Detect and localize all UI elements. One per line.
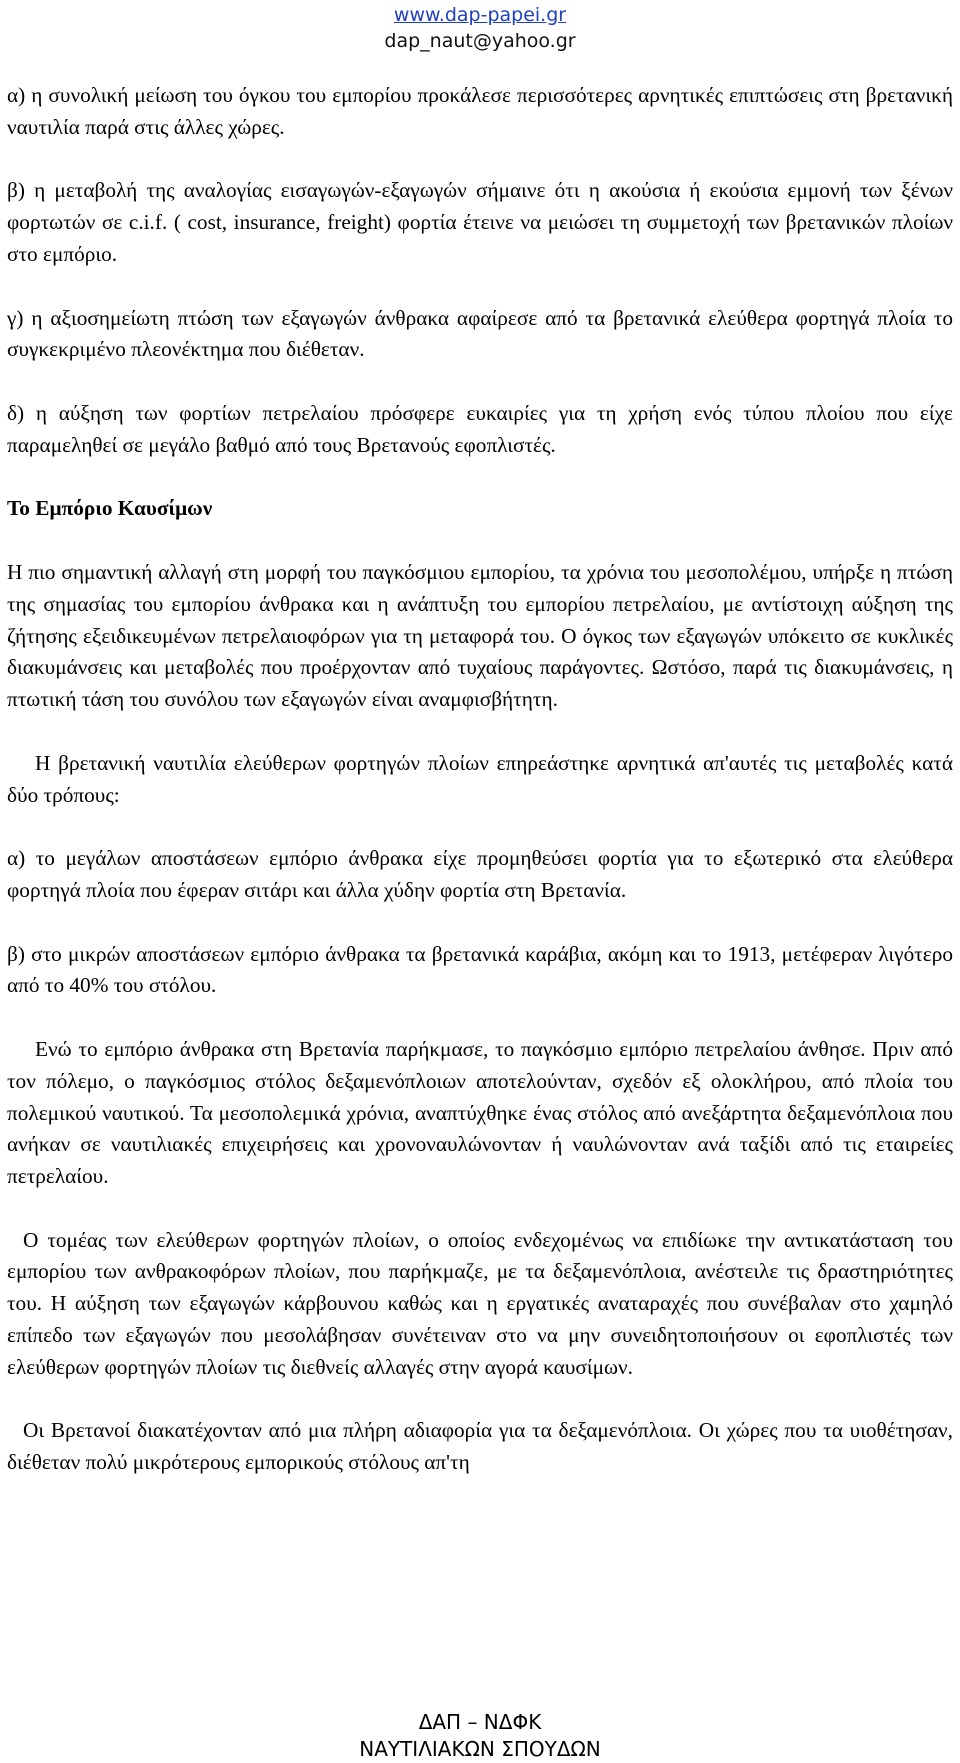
section-list-item-b: β) στο μικρών αποστάσεων εμπόριο άνθρακα τα βρετανικά καράβια, ακόμη και το 1913, μετέφεραν λιγότερο από το 40% του στόλου.	[7, 941, 953, 998]
section-paragraph: Η πιο σημαντική αλλαγή στη μορφή του παγκόσμιου εμπορίου, τα χρόνια του μεσοπολέμου, υπήρξε η πτώση της σημασίας του εμπορίου άνθρακα και η ανάπτυξη του εμπορίου πετρελαίου, με αντίστοιχη αύξηση της ζήτησης εξειδικευμένων πετρελαιοφόρων για τη μεταφορά του. Ο όγκος των εξαγωγών υπόκειτο σε κυκλικές διακυμάνσεις και μεταβολές που προέρχονταν από τυχαίους παράγοντες. Ωστόσο, παρά τις διακυμάνσεις, η πτωτική τάση του συνόλου των εξαγωγών είναι αναμφισβήτητη.	[7, 559, 953, 712]
header-email: dap_naut@yahoo.gr	[384, 30, 576, 52]
list-item-b: β) η μεταβολή της αναλογίας εισαγωγών-εξαγωγών σήμαινε ότι η ακούσια ή εκούσια εμμονή των ξένων φορτωτών σε c.i.f. ( cost, insurance, freight) φορτία έτεινε να μειώσει τη συμμετοχή των βρετανικών πλοίων στο εμπόριο.	[7, 178, 953, 266]
section-paragraph: Ο τομέας των ελεύθερων φορτηγών πλοίων, ο οποίος ενδεχομένως να επιδίωκε την αντικατάσταση του εμπορίου των ανθρακοφόρων πλοίων, που παρήκμαζε, με τα δεξαμενόπλοια, ανέστειλε τις δραστηριότητες του. Η αύξηση των εξαγωγών κάρβουνου καθώς και η εργατικές αναταραχές που συνέβαλαν στο χαμηλό επίπεδο των εξαγωγών που μεσολάβησαν συνέτειναν στο να μην συνειδητοποιήσουν οι εφοπλιστές των ελεύθερων φορτηγών πλοίων τις διεθνείς αλλαγές στην αγορά καυσίμων.	[7, 1227, 953, 1379]
document-body	[7, 80, 953, 1511]
footer-line-2: ΝΑΥΤΙΛΙΑΚΩΝ ΣΠΟΥΔΩΝ	[359, 1737, 601, 1761]
section-paragraph: Η βρετανική ναυτιλία ελεύθερων φορτηγών πλοίων επηρεάστηκε αρνητικά απ'αυτές τις μεταβολές κατά δύο τρόπους:	[7, 750, 953, 807]
list-item-a: α) η συνολική μείωση του όγκου του εμπορίου προκάλεσε περισσότερες αρνητικές επιπτώσεις στη βρετανική ναυτιλία παρά στις άλλες χώρες.	[7, 83, 953, 139]
list-item-d: δ) η αύξηση των φορτίων πετρελαίου πρόσφερε ευκαιρίες για τη χρήση ενός τύπου πλοίου που είχε παραμεληθεί σε μεγάλο βαθμό από τους Βρετανούς εφοπλιστές.	[7, 400, 953, 457]
header-website-link[interactable]: www.dap-papei.gr	[393, 4, 567, 26]
section-paragraph: Οι Βρετανοί διακατέχονταν από μια πλήρη αδιαφορία για τα δεξαμενόπλοια. Οι χώρες που τα υιοθέτησαν, διέθεταν πολύ μικρότερους εμπορικούς στόλους απ'τη	[7, 1418, 953, 1475]
footer-line-1: ΔΑΠ – ΝΔΦΚ	[418, 1710, 542, 1734]
section-paragraph: Ενώ το εμπόριο άνθρακα στη Βρετανία παρήκμασε, το παγκόσμιο εμπόριο πετρελαίου άνθησε. Πριν από τον πόλεμο, ο παγκόσμιος στόλος δεξαμενόπλοιων αποτελούνταν, σχεδόν εξ ολοκλήρου, από πλοία του πολεμικού ναυτικού. Τα μεσοπολεμικά χρόνια, αναπτύχθηκε ένας στόλος από ανεξάρτητα δεξαμενόπλοια που ανήκαν σε ναυτιλιακές επιχειρήσεις και χρονοναυλώνονταν ή ναυλώνονταν ανά ταξίδι από τις εταιρείες πετρελαίου.	[7, 1036, 953, 1189]
section-title: Το Εμπόριο Καυσίμων	[7, 496, 213, 521]
page-header	[7, 0, 953, 54]
list-item-c: γ) η αξιοσημείωτη πτώση των εξαγωγών άνθρακα αφαίρεσε από τα βρετανικά ελεύθερα φορτηγά πλοία το συγκεκριμένο πλεονέκτημα που διέθεταν.	[7, 305, 953, 362]
section-list-item-a: α) το μεγάλων αποστάσεων εμπόριο άνθρακα είχε προμηθεύσει φορτία για το εξωτερικό στα ελεύθερα φορτηγά πλοία που έφεραν σιτάρι και άλλα χύδην φορτία στη Βρετανία.	[7, 846, 953, 902]
